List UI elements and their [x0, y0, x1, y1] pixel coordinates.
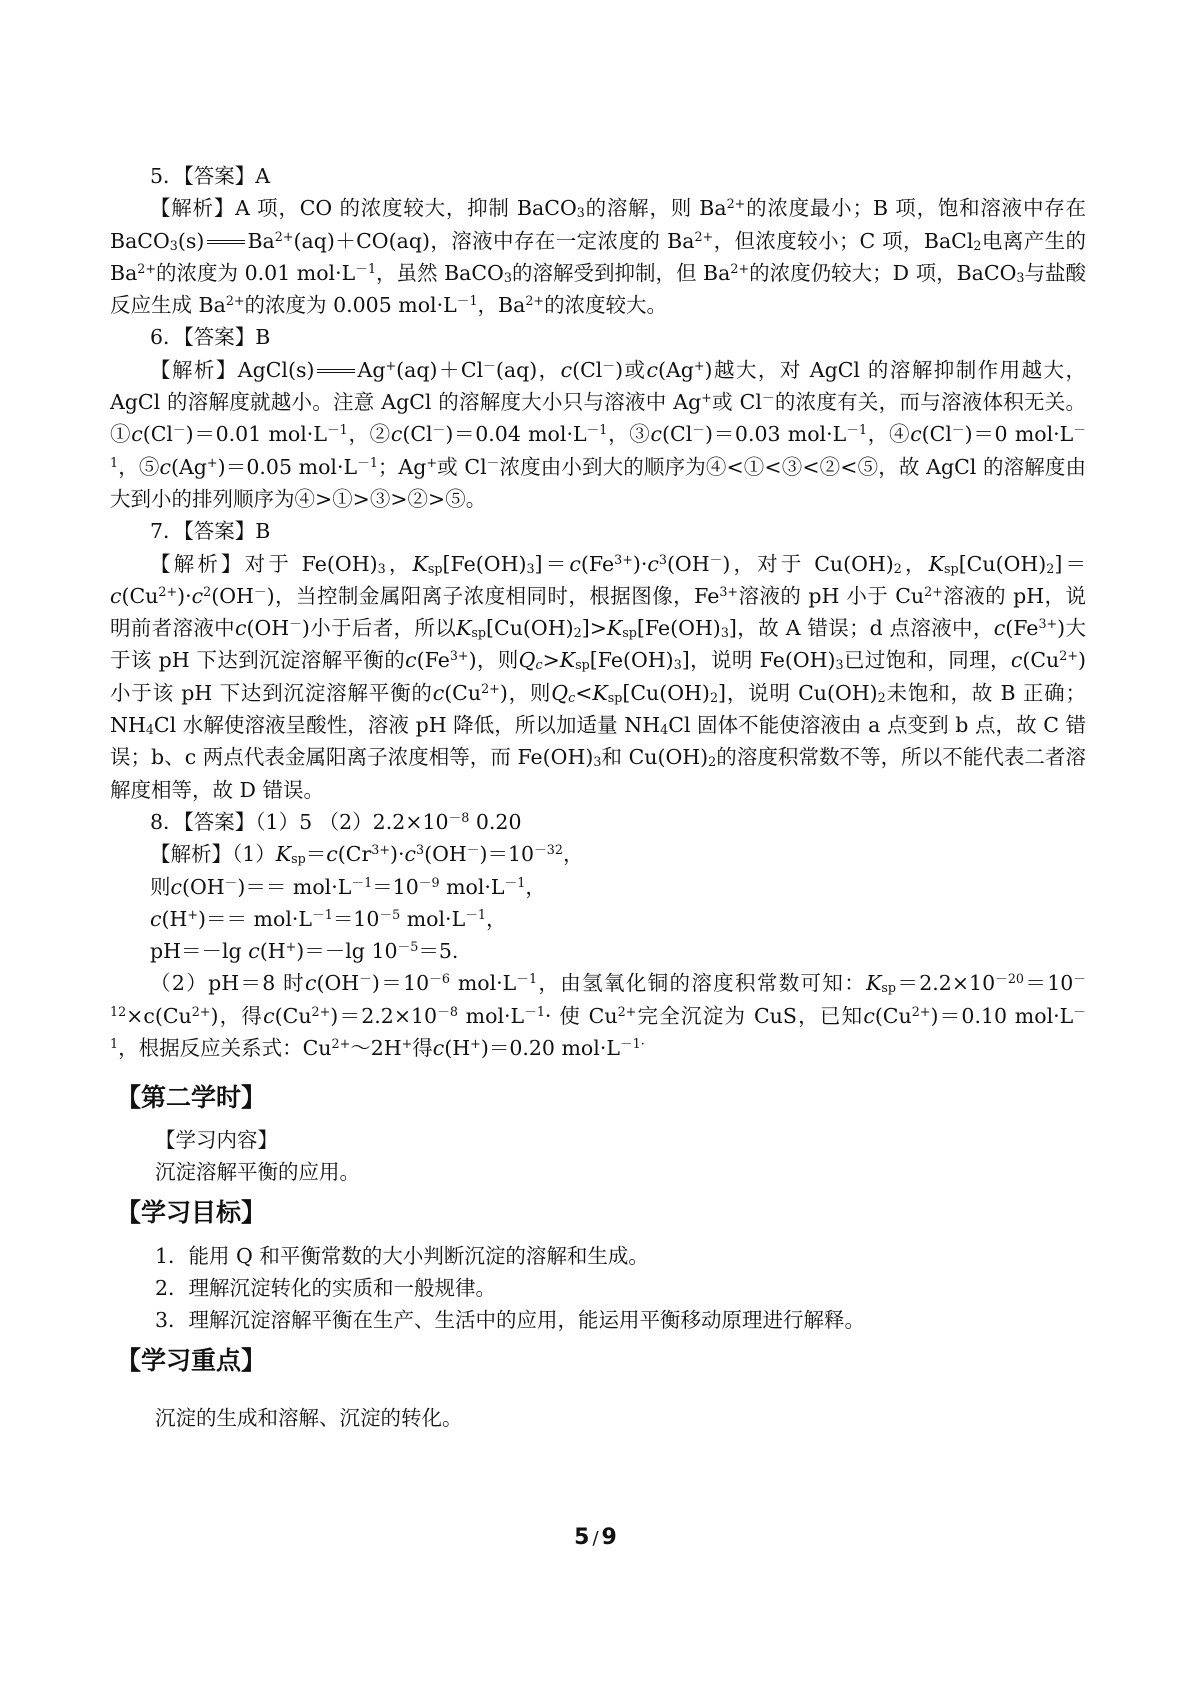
q8-analysis-1: 【解析】$(1)K_{sp}=c(Cr^{3+})\cdot c^3(OH^-)=10^{-32}$， [150, 842, 584, 867]
q6-answer: 6．【答案】B [150, 325, 271, 350]
goal-item-1: 1．能用 Q 和平衡常数的大小判断沉淀的溶解和生成。 [155, 1244, 649, 1268]
key-points-title: 【学习重点】 [116, 1346, 267, 1375]
q8-analysis-5: （2）pH＝8 时$c(OH^-)=10^{-6}$ $mol\cdot L^{-1}$，由氢氧化铜的溶度积常数可知：$K_{sp}=2.2\times 10^{-20}=10^{-12}\times c(Cu^{2+})$，得$c(Cu^{2+})=2.2\times 10^{-8}$ $mol\cdot L^{-1}\cdot$ 使 $Cu^{2+}$完全沉淀为 CuS，已知$c(Cu^{2+})=0.10$ $mol\cdot L^{-1}$，根据反应关系式：$Cu^{2+}\sim 2H^+$得c(H+)＝0.20 $mol\cdot L^{-1\cdot}$ [110, 971, 1087, 1061]
q6-analysis: 【解析】AgCl(s) Ag+(aq)＋Cl－(aq)，c(Cl－)或c(Ag+)越大，对 AgCl 的溶解抑制作用越大，AgCl 的溶解度就越小。注意 AgCl 的溶解度大小只与溶液中 Ag+或 Cl－的浓度有关，而与溶液体积无关。①c(Cl－)＝0.01 $mol\cdot L^{-1}$，②c(Cl－)＝0.04 $mol\cdot L^{-1}$，③c(Cl－)＝0.03 $mol\cdot L^{-1}$，④c(Cl－)＝0 $mol\cdot L^{-1}$，⑤c(Ag+)＝0.05 $mol\cdot L^{-1}$；Ag+或 Cl－浓度由小到大的顺序为④<①<③<②<⑤，故 AgCl 的溶解度由大到小的排列顺序为④>①>③>②>⑤。 [110, 357, 1087, 511]
goals-title: 【学习目标】 [116, 1198, 267, 1227]
page-number: 5 / 9 [574, 1525, 617, 1550]
content-label: 【学习内容】 [155, 1128, 278, 1152]
q7-analysis: 【解析】对于 $Fe(OH)_3$，$K_{sp}[Fe(OH)_3]=c(Fe^{3+})\cdot c^3(OH^-)$，对于 $Cu(OH)_2$，$K_{sp}[Cu(OH)_2]=c(Cu^{2+})\cdot c^2(OH^-)$，当控制金属阳离子浓度相同时，根据图像，$Fe^{3+}$溶液的 pH 小于 $Cu^{2+}$溶液的 pH，说明前者溶液中c(OH－)小于后者，所以$K_{sp}[Cu(OH)_2]>K_{sp}[Fe(OH)_3]$，故 A 错误；d 点溶液中，$c(Fe^{3+})$大于该 pH 下达到沉淀溶解平衡的$c(Fe^{3+})$，则$Q_c>K_{sp}[Fe(OH)_3]$，说明 $Fe(OH)_3$已过饱和，同理，$c(Cu^{2+})$小于该 pH 下达到沉淀溶解平衡的$c(Cu^{2+})$，则$Q_c<K_{sp}[Cu(OH)_2]$，说明 $Cu(OH)_2$未饱和，故 B 正确；$NH_4Cl$ 水解使溶液呈酸性，溶液 pH 降低，所以加适量 $NH_4Cl$ 固体不能使溶液由 a 点变到 b 点，故 C 错误；b、c 两点代表金属阳离子浓度相等，而 $Fe(OH)_3$和 $Cu(OH)_2$的溶度积常数不等，所以不能代表二者溶解度相等，故 D 错误。 [110, 551, 1087, 802]
q5-analysis: 【解析】A 项，CO 的浓度较大，抑制 BaCO$_3$的溶解，则 $Ba^{2+}$的浓度最小；B 项，饱和溶液中存在 BaCO$_3$(s) $Ba^{2+}(aq)+CO(aq)$，溶液中存在一定浓度的 $Ba^{2+}$，但浓度较小；C 项，BaCl$_2$电离产生的 $Ba^{2+}$的浓度为 0.01 $mol\cdot L^{-1}$，虽然 BaCO$_3$的溶解受到抑制，但 $Ba^{2+}$的浓度仍较大；D 项，BaCO$_3$与盐酸反应生成 $Ba^{2+}$的浓度为 0.005 $mol\cdot L^{-1}$，$Ba^{2+}$的浓度较大。 [110, 196, 1087, 318]
goal-item-3: 3．理解沉淀溶解平衡在生产、生活中的应用，能运用平衡移动原理进行解释。 [155, 1308, 866, 1332]
q8-answer: 8．【答案】（1）5 $(2)2.2\times 10^{-8}$ 0.20 [150, 809, 522, 834]
q8-analysis-3: $c(H^+)== mol\cdot L^{-1}=10^{-5}$ $mol\cdot L^{-1}$， [150, 906, 507, 931]
q8-analysis-2: 则$c(OH^-)== mol\cdot L^{-1}=10^{-9}$ $mol\cdot L^{-1}$， [150, 874, 546, 899]
q5-answer: 5．【答案】A [150, 164, 271, 188]
q8-analysis-4: pH＝－lg c(H+)＝－lg $10^{-5}=5$. [150, 939, 459, 964]
goal-item-2: 2．理解沉淀转化的实质和一般规律。 [155, 1276, 497, 1300]
answer-analysis-block [110, 160, 1086, 1064]
content-text: 沉淀溶解平衡的应用。 [155, 1160, 360, 1184]
q7-answer: 7．【答案】B [150, 519, 271, 544]
lesson-2-title: 【第二学时】 [116, 1083, 267, 1112]
key-points-text: 沉淀的生成和溶解、沉淀的转化。 [155, 1406, 463, 1430]
